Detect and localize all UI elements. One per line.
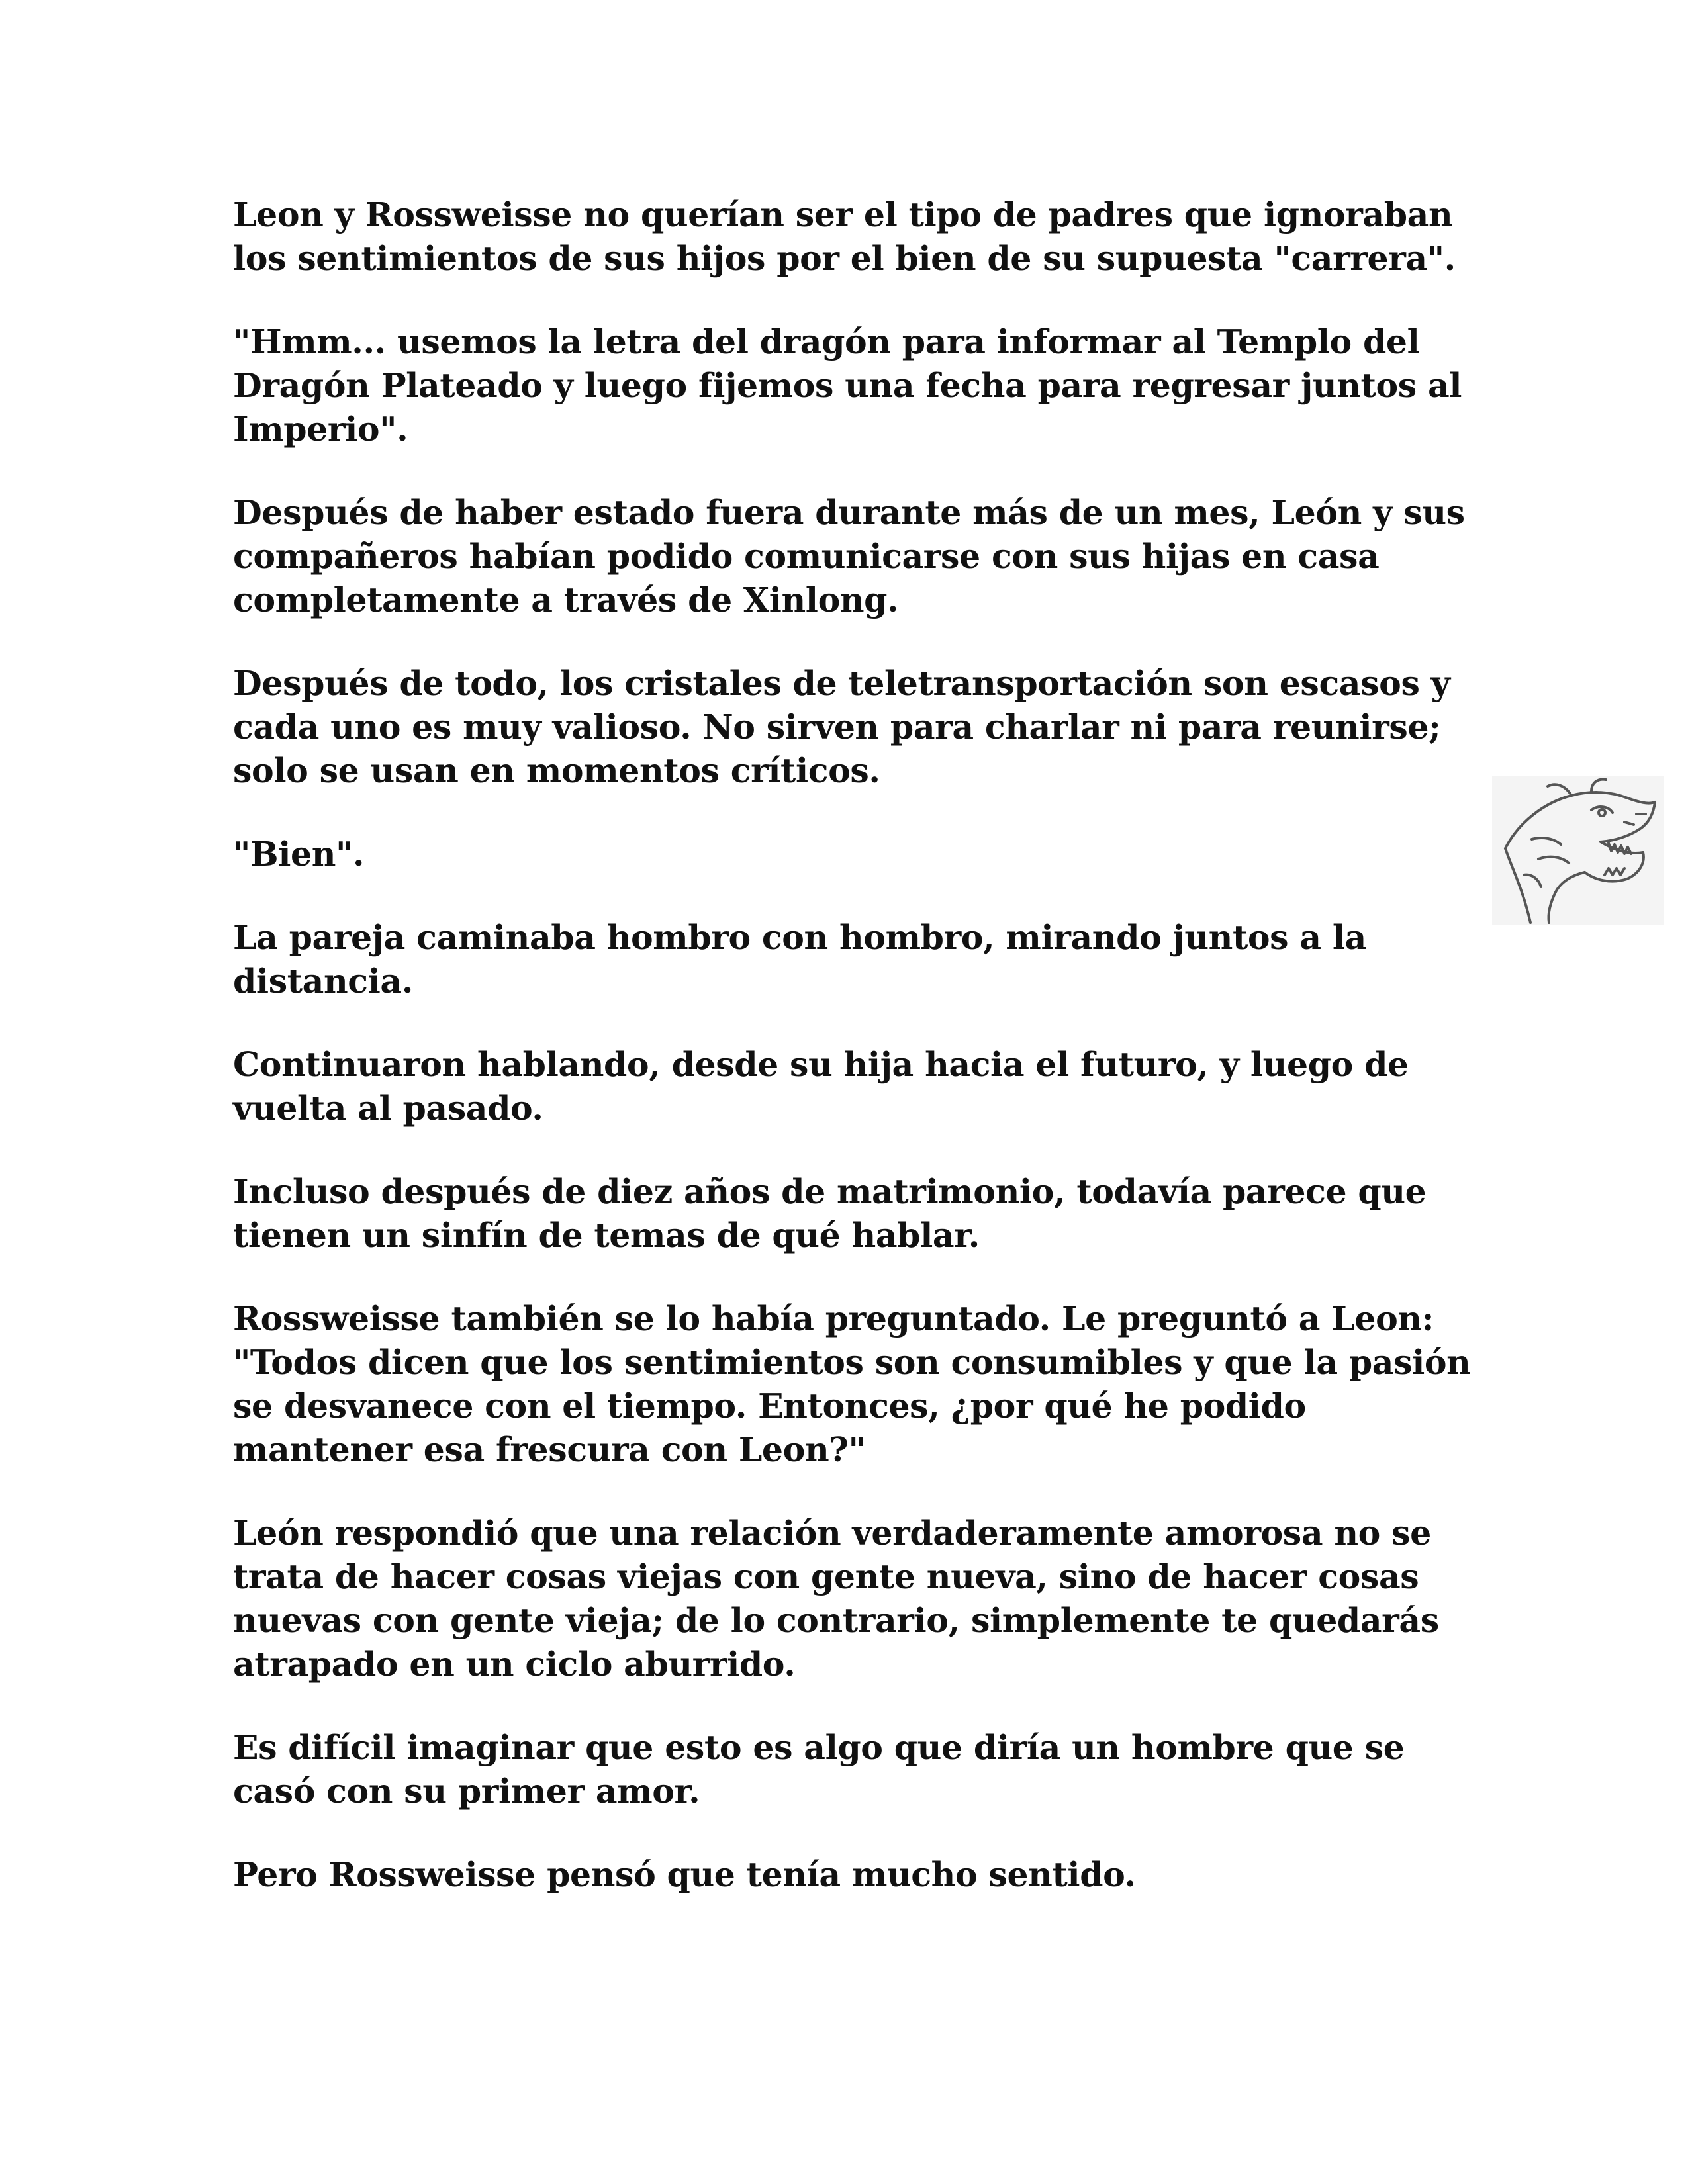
paragraph: Es difícil imaginar que esto es algo que diría un hombre que se casó con su primer amor.: [233, 1728, 1405, 1811]
paragraph: Incluso después de diez años de matrimonio, todavía parece que tienen un sinfín de temas de qué hablar.: [233, 1172, 1427, 1255]
dragon-head-sketch-icon: [1492, 776, 1664, 925]
paragraph: Continuaron hablando, desde su hija hacia el futuro, y luego de vuelta al pasado.: [233, 1045, 1409, 1128]
paragraph: Leon y Rossweisse no querían ser el tipo de padres que ignoraban los sentimientos de sus hijos por el bien de su supuesta "carrera".: [233, 195, 1456, 278]
paragraph: Rossweisse también se lo había preguntado. Le preguntó a Leon: "Todos dicen que los sentimientos son consumibles y que la pasión se desvanece con el tiempo. Entonces, ¿por qué he podido mantener esa frescura con Leon?": [233, 1299, 1471, 1469]
body-text: [233, 193, 1477, 1936]
paragraph: "Hmm... usemos la letra del dragón para informar al Templo del Dragón Plateado y luego fijemos una fecha para regresar juntos al Imperio".: [233, 322, 1462, 449]
paragraph: La pareja caminaba hombro con hombro, mirando juntos a la distancia.: [233, 918, 1367, 1001]
paragraph: Pero Rossweisse pensó que tenía mucho sentido.: [233, 1855, 1136, 1894]
paragraph: Después de todo, los cristales de teletransportación son escasos y cada uno es muy valioso. No sirven para charlar ni para reunirse; solo se usan en momentos críticos.: [233, 664, 1450, 790]
paragraph: León respondió que una relación verdaderamente amorosa no se trata de hacer cosas viejas con gente nueva, sino de hacer cosas nuevas con gente vieja; de lo contrario, simplemente te quedarás atrapado en un ciclo aburrido.: [233, 1514, 1439, 1684]
paragraph: Después de haber estado fuera durante más de un mes, León y sus compañeros habían podido comunicarse con sus hijas en casa completamente a través de Xinlong.: [233, 493, 1465, 619]
paragraph: "Bien".: [233, 835, 365, 874]
